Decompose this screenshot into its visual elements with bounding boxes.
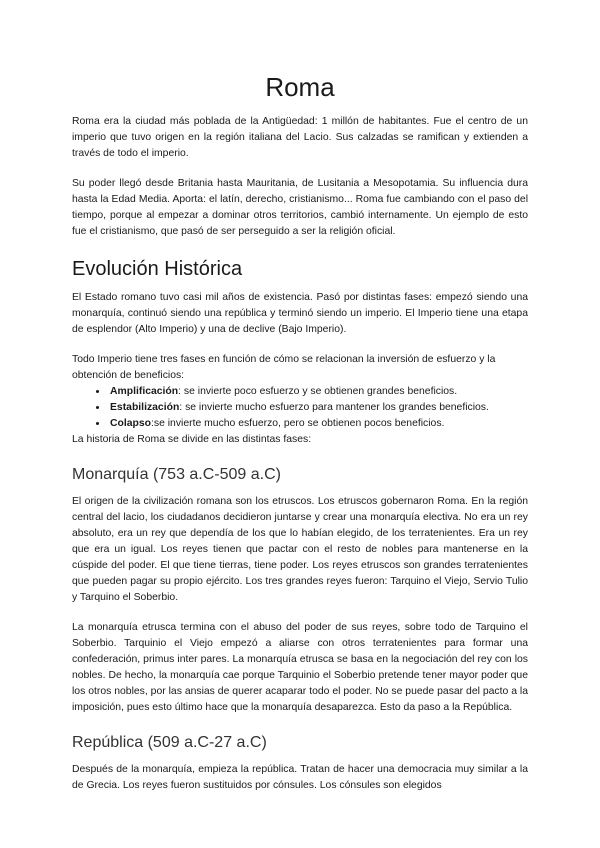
phase-term: Amplificación	[110, 386, 179, 397]
phase-term: Estabilización	[110, 402, 180, 413]
evolucion-paragraph-3: La historia de Roma se divide en las distintas fases:	[72, 434, 312, 445]
evolucion-paragraph-1: El Estado romano tuvo casi mil años de existencia. Pasó por distintas fases: empezó siendo una monarquía, continuó siendo una república y terminó siendo un imperio. El Imperio tiene una etapa de esplendor (Alto Imperio) y una de declive (Bajo Imperio).	[72, 292, 528, 335]
list-item	[108, 416, 528, 432]
page-title: Roma	[265, 72, 335, 102]
phase-term: Colapso	[110, 418, 151, 429]
phases-list	[72, 384, 528, 432]
phase-text: : se invierte poco esfuerzo y se obtienen grandes beneficios.	[178, 386, 458, 397]
document-page	[72, 70, 528, 794]
intro-paragraph-1: Roma era la ciudad más poblada de la Antigüedad: 1 millón de habitantes. Fue el centro de un imperio que tuvo origen en la región italiana del Lacio. Sus calzadas se ramifican y extienden a través de todo el imperio.	[72, 116, 528, 159]
monarquia-paragraph-1: El origen de la civilización romana son los etruscos. Los etruscos gobernaron Roma. En la región central del lacio, los ciudadanos decidieron juntarse y crear una monarquía electiva. No era un rey absoluto, era un rey que dependía de los que lo habían elegido, de los terratenientes. Era un rey que era un igual. Los reyes tienen que pactar con el resto de nobles para mantenerse en la cúspide del poder. El que tiene tierras, tiene poder. Los reyes etruscos son grandes terratenientes que pueden pagar su propio ejército. Los tres grandes reyes fueron: Tarquino el Viejo, Servio Tulio y Tarquino el Soberbio.	[72, 496, 528, 603]
list-item	[108, 400, 528, 416]
evolucion-paragraph-2: Todo Imperio tiene tres fases en función de cómo se relacionan la inversión de esfuerzo y la obtención de beneficios:	[72, 354, 496, 381]
monarquia-paragraph-2: La monarquía etrusca termina con el abuso del poder de sus reyes, sobre todo de Tarquino el Soberbio. Tarquinio el Viejo empezó a aliarse con otros terratenientes para formar una confederación, primus inter pares. La monarquía etrusca se basa en la negociación del rey con los nobles. De hecho, la monarquía cae porque Tarquinio el Soberbio pretende tener mayor poder que los otros nobles, por las ansias de querer acaparar todo el poder. No se puede pasar del pacto a la imposición, pues esto último hace que la monarquía desaparezca. Esto da paso a la República.	[72, 622, 528, 713]
republica-paragraph-1: Después de la monarquía, empieza la república. Tratan de hacer una democracia muy similar a la de Grecia. Los reyes fueron sustituidos por cónsules. Los cónsules son elegidos	[72, 764, 528, 791]
section-heading-monarquia: Monarquía (753 a.C-509 a.C)	[72, 466, 281, 483]
intro-paragraph-2: Su poder llegó desde Britania hasta Mauritania, de Lusitania a Mesopotamia. Su influencia dura hasta la Edad Media. Aporta: el latín, derecho, cristianismo... Roma fue cambiando con el paso del tiempo, porque al empezar a dominar otros territorios, cambió internamente. Un ejemplo de esto fue el cristianismo, que pasó de ser perseguido a ser la religión oficial.	[72, 178, 528, 237]
list-item	[108, 384, 528, 400]
section-heading-evolucion: Evolución Histórica	[72, 258, 243, 280]
phase-text: : se invierte mucho esfuerzo para mantener los grandes beneficios.	[179, 402, 489, 413]
phase-text: :se invierte mucho esfuerzo, pero se obtienen pocos beneficios.	[151, 418, 445, 429]
section-heading-republica: República (509 a.C-27 a.C)	[72, 734, 267, 751]
